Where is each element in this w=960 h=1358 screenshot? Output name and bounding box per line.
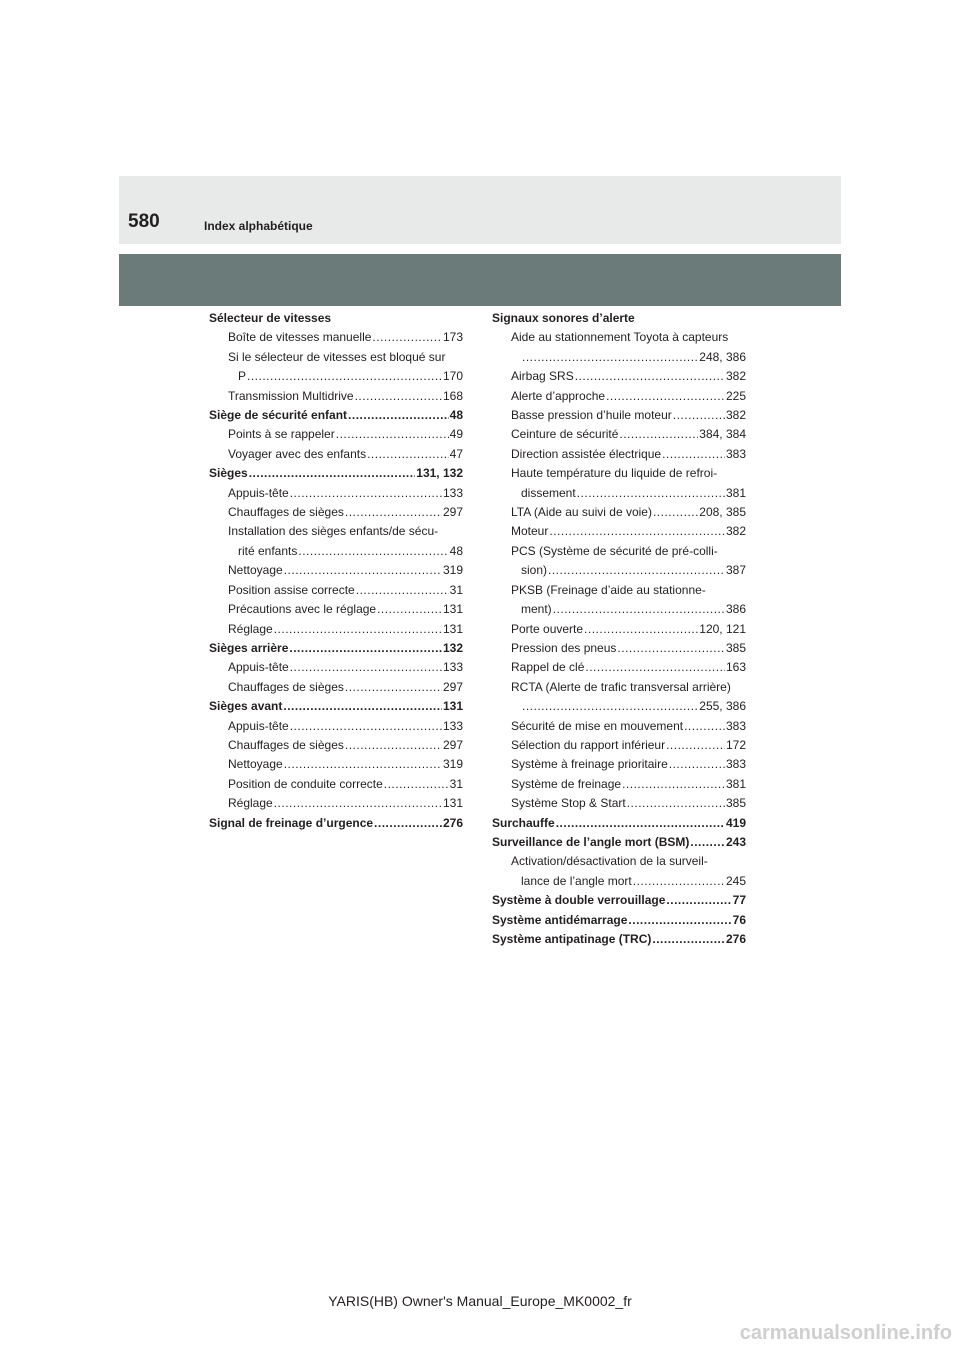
entry-text: Système à freinage prioritaire [511, 757, 668, 772]
entry-text: Surveillance de l’angle mort (BSM) [492, 834, 690, 849]
index-subentry [209, 328, 463, 347]
entry-text: Sièges avant [209, 699, 283, 714]
header-band [119, 176, 841, 244]
index-entry [492, 309, 746, 328]
entry-page-ref: 276 [442, 815, 463, 830]
entry-text: Transmission Multidrive [228, 388, 354, 403]
index-subentry [209, 600, 463, 619]
index-entry [209, 639, 463, 658]
entry-text: Boîte de vitesses manuelle [228, 330, 372, 345]
entry-text: Pression des pneus [511, 640, 617, 655]
dot-leader [673, 406, 725, 425]
entry-page-ref: 131 [442, 699, 463, 714]
entry-page-ref: 31 [449, 776, 463, 791]
dot-leader [690, 833, 725, 852]
index-subentry [492, 697, 746, 716]
entry-page-ref: 384, 384 [699, 427, 746, 442]
entry-page-ref: 47 [449, 446, 463, 461]
entry-page-ref: 173 [442, 330, 463, 345]
entry-text: Ceinture de sécurité [511, 427, 619, 442]
dot-leader [298, 542, 448, 561]
entry-page-ref: 77 [732, 893, 746, 908]
entry-text: Sécurité de mise en mouvement [511, 718, 684, 733]
entry-page-ref: 381 [725, 776, 746, 791]
entry-text: PCS (Système de sécurité de pré-colli- [511, 543, 718, 558]
index-subentry [209, 522, 463, 541]
entry-page-ref: 49 [449, 427, 463, 442]
entry-text: Porte ouverte [511, 621, 584, 636]
dot-leader [619, 425, 698, 444]
entry-text: Réglage [228, 621, 273, 636]
dot-leader [549, 522, 725, 541]
entry-text: RCTA (Alerte de trafic transversal arrière) [511, 679, 731, 694]
index-subentry [209, 658, 463, 677]
dot-leader [684, 717, 725, 736]
entry-text: dissement [521, 485, 576, 500]
dot-leader [345, 503, 442, 522]
entry-text: Appuis-tête [228, 485, 289, 500]
dot-leader [356, 581, 449, 600]
dot-leader [274, 620, 442, 639]
index-entry [492, 833, 746, 852]
index-subentry [209, 561, 463, 580]
index-subentry [492, 872, 746, 891]
dot-leader [274, 794, 442, 813]
entry-text: Sélecteur de vitesses [209, 311, 332, 325]
dot-leader [628, 911, 731, 930]
entry-text: Système à double verrouillage [492, 893, 666, 908]
entry-page-ref: 381 [725, 485, 746, 500]
index-entry [492, 891, 746, 910]
entry-page-ref: 208, 385 [699, 505, 746, 520]
entry-page-ref: 248, 386 [699, 349, 746, 364]
dot-leader [290, 484, 442, 503]
entry-text: Direction assistée électrique [511, 446, 662, 461]
entry-text: Siège de sécurité enfant [209, 408, 348, 423]
entry-text: Basse pression d’huile moteur [511, 408, 672, 423]
index-subentry [209, 775, 463, 794]
entry-text: Signaux sonores d’alerte [492, 311, 635, 325]
entry-text: Système antipatinage (TRC) [492, 932, 652, 946]
index-subentry [492, 717, 746, 736]
index-subentry [492, 542, 746, 561]
index-subentry [492, 503, 746, 522]
entry-page-ref: 31 [449, 582, 463, 597]
entry-page-ref: 132 [442, 640, 463, 655]
index-subentry [492, 620, 746, 639]
index-subentry [209, 755, 463, 774]
entry-text: P [238, 369, 247, 384]
index-subentry [492, 794, 746, 813]
entry-text: Appuis-tête [228, 660, 289, 675]
footer-manual-name: YARIS(HB) Owner's Manual_Europe_MK0002_fr [328, 1293, 632, 1309]
dot-leader [345, 678, 442, 697]
index-subentry [492, 852, 746, 871]
entry-text: Surchauffe [492, 815, 555, 830]
dot-leader [284, 561, 442, 580]
entry-text: Points à se rappeler [228, 427, 335, 442]
dot-leader [345, 736, 442, 755]
index-subentry [209, 736, 463, 755]
dot-leader [290, 658, 442, 677]
entry-page-ref: 131, 132 [416, 466, 463, 481]
entry-text: Moteur [511, 524, 549, 539]
entry-page-ref: 419 [725, 815, 746, 830]
entry-page-ref: 133 [442, 485, 463, 500]
index-subentry [492, 561, 746, 580]
dot-leader [584, 620, 698, 639]
entry-text: rité enfants [238, 543, 298, 558]
entry-text: Rappel de clé [511, 660, 585, 675]
index-subentry [209, 348, 463, 367]
index-subentry [492, 367, 746, 386]
entry-page-ref: 48 [449, 543, 463, 558]
index-entry [492, 911, 746, 930]
entry-text: Réglage [228, 796, 273, 811]
index-subentry [209, 367, 463, 386]
index-subentry [492, 678, 746, 697]
index-entry [492, 814, 746, 833]
dot-leader [575, 367, 725, 386]
entry-text: Sièges [209, 466, 248, 481]
entry-text: Nettoyage [228, 757, 283, 772]
entry-page-ref: 276 [725, 932, 746, 946]
entry-page-ref: 297 [442, 505, 463, 520]
entry-page-ref: 225 [725, 388, 746, 403]
index-subentry [209, 794, 463, 813]
entry-text: Sélection du rapport inférieur [511, 737, 666, 752]
entry-text: Système de freinage [511, 776, 622, 791]
index-subentry [492, 775, 746, 794]
entry-page-ref: 48 [449, 408, 463, 423]
entry-text: Activation/désactivation de la surveil- [511, 854, 708, 869]
entry-text: Chauffages de sièges [228, 505, 344, 520]
entry-page-ref: 172 [725, 737, 746, 752]
dot-leader [384, 775, 449, 794]
dot-leader [666, 891, 731, 910]
index-entry [492, 930, 746, 949]
entry-text: Aide au stationnement Toyota à capteurs [511, 330, 729, 345]
entry-page-ref: 385 [725, 640, 746, 655]
entry-text: Si le sélecteur de vitesses est bloqué sur [228, 349, 446, 364]
dot-leader [652, 930, 725, 949]
entry-text: Nettoyage [228, 563, 283, 578]
index-subentry [492, 600, 746, 619]
dot-leader [247, 367, 442, 386]
dot-leader [548, 561, 725, 580]
dot-leader [283, 697, 442, 716]
index-subentry [492, 464, 746, 483]
entry-page-ref: 120, 121 [699, 621, 746, 636]
dot-leader [367, 445, 449, 464]
index-subentry [492, 658, 746, 677]
entry-text: Système antidémarrage [492, 912, 628, 927]
index-subentry [209, 503, 463, 522]
watermark: carmanualsonline.info [739, 1322, 952, 1344]
entry-text: Chauffages de sièges [228, 737, 344, 752]
header-divider-bar [119, 254, 841, 306]
index-entry [209, 406, 463, 425]
index-entry [209, 814, 463, 833]
dot-leader [553, 600, 725, 619]
entry-page-ref: 319 [442, 563, 463, 578]
index-subentry [209, 678, 463, 697]
dot-leader [372, 328, 442, 347]
entry-page-ref: 382 [725, 524, 746, 539]
dot-leader [577, 484, 725, 503]
entry-page-ref: 385 [725, 796, 746, 811]
entry-page-ref: 382 [725, 369, 746, 384]
dot-leader [336, 425, 449, 444]
entry-text: lance de l’angle mort [521, 873, 632, 888]
entry-text: Airbag SRS [511, 369, 574, 384]
index-subentry [492, 755, 746, 774]
index-subentry [209, 542, 463, 561]
entry-page-ref: 170 [442, 369, 463, 384]
index-subentry [492, 522, 746, 541]
entry-page-ref: 386 [725, 602, 746, 617]
entry-page-ref: 131 [442, 796, 463, 811]
index-subentry [209, 445, 463, 464]
entry-text: Précautions avec le réglage [228, 602, 377, 617]
dot-leader [290, 717, 442, 736]
entry-page-ref: 163 [725, 660, 746, 675]
section-title: Index alphabétique [204, 219, 313, 233]
entry-page-ref: 383 [725, 446, 746, 461]
entry-page-ref: 297 [442, 679, 463, 694]
dot-leader [606, 387, 725, 406]
entry-page-ref: 131 [442, 602, 463, 617]
entry-page-ref: 297 [442, 737, 463, 752]
dot-leader [377, 600, 442, 619]
entry-page-ref: 387 [725, 563, 746, 578]
page-number: 580 [128, 211, 160, 232]
index-subentry [492, 387, 746, 406]
dot-leader [622, 775, 725, 794]
entry-page-ref: 383 [725, 718, 746, 733]
index-subentry [209, 581, 463, 600]
entry-text: Signal de freinage d’urgence [209, 815, 374, 830]
dot-leader [348, 406, 449, 425]
entry-text: Chauffages de sièges [228, 679, 344, 694]
index-subentry [209, 717, 463, 736]
dot-leader [284, 755, 442, 774]
entry-text: Installation des sièges enfants/de sécu- [228, 524, 439, 539]
index-subentry [492, 581, 746, 600]
index-subentry [492, 328, 746, 347]
dot-leader [653, 503, 698, 522]
index-entry [209, 697, 463, 716]
dot-leader [522, 697, 698, 716]
index-column-right [492, 309, 746, 949]
dot-leader [249, 464, 416, 483]
index-entry [209, 309, 463, 328]
entry-text: Appuis-tête [228, 718, 289, 733]
index-subentry [209, 387, 463, 406]
index-subentry [492, 445, 746, 464]
dot-leader [289, 639, 442, 658]
entry-text: ment) [521, 602, 552, 617]
dot-leader [522, 348, 698, 367]
index-column-left [209, 309, 463, 833]
entry-text: sion) [521, 563, 548, 578]
dot-leader [662, 445, 725, 464]
entry-text: Système Stop & Start [511, 796, 626, 811]
index-subentry [492, 348, 746, 367]
index-subentry [492, 736, 746, 755]
index-subentry [492, 425, 746, 444]
entry-page-ref: 383 [725, 757, 746, 772]
entry-text: Sièges arrière [209, 640, 289, 655]
entry-page-ref: 245 [725, 873, 746, 888]
dot-leader [556, 814, 725, 833]
entry-text: LTA (Aide au suivi de voie) [511, 505, 652, 520]
entry-page-ref: 382 [725, 408, 746, 423]
index-subentry [209, 620, 463, 639]
entry-page-ref: 319 [442, 757, 463, 772]
index-subentry [492, 484, 746, 503]
entry-page-ref: 133 [442, 718, 463, 733]
entry-text: Haute température du liquide de refroi- [511, 466, 718, 481]
entry-text: Alerte d’approche [511, 388, 606, 403]
dot-leader [585, 658, 725, 677]
entry-text: PKSB (Freinage d’aide au stationne- [511, 582, 706, 597]
dot-leader [666, 736, 725, 755]
entry-page-ref: 76 [732, 912, 746, 927]
entry-text: Position assise correcte [228, 582, 355, 597]
dot-leader [355, 387, 442, 406]
index-subentry [492, 406, 746, 425]
dot-leader [633, 872, 725, 891]
index-subentry [209, 484, 463, 503]
entry-text: Position de conduite correcte [228, 776, 383, 791]
index-entry [209, 464, 463, 483]
entry-page-ref: 133 [442, 660, 463, 675]
dot-leader [374, 814, 442, 833]
entry-page-ref: 131 [442, 621, 463, 636]
dot-leader [617, 639, 725, 658]
entry-text: Voyager avec des enfants [228, 446, 367, 461]
index-subentry [492, 639, 746, 658]
index-subentry [209, 425, 463, 444]
entry-page-ref: 255, 386 [699, 699, 746, 714]
dot-leader [669, 755, 725, 774]
dot-leader [627, 794, 725, 813]
entry-page-ref: 243 [725, 834, 746, 849]
entry-page-ref: 168 [442, 388, 463, 403]
